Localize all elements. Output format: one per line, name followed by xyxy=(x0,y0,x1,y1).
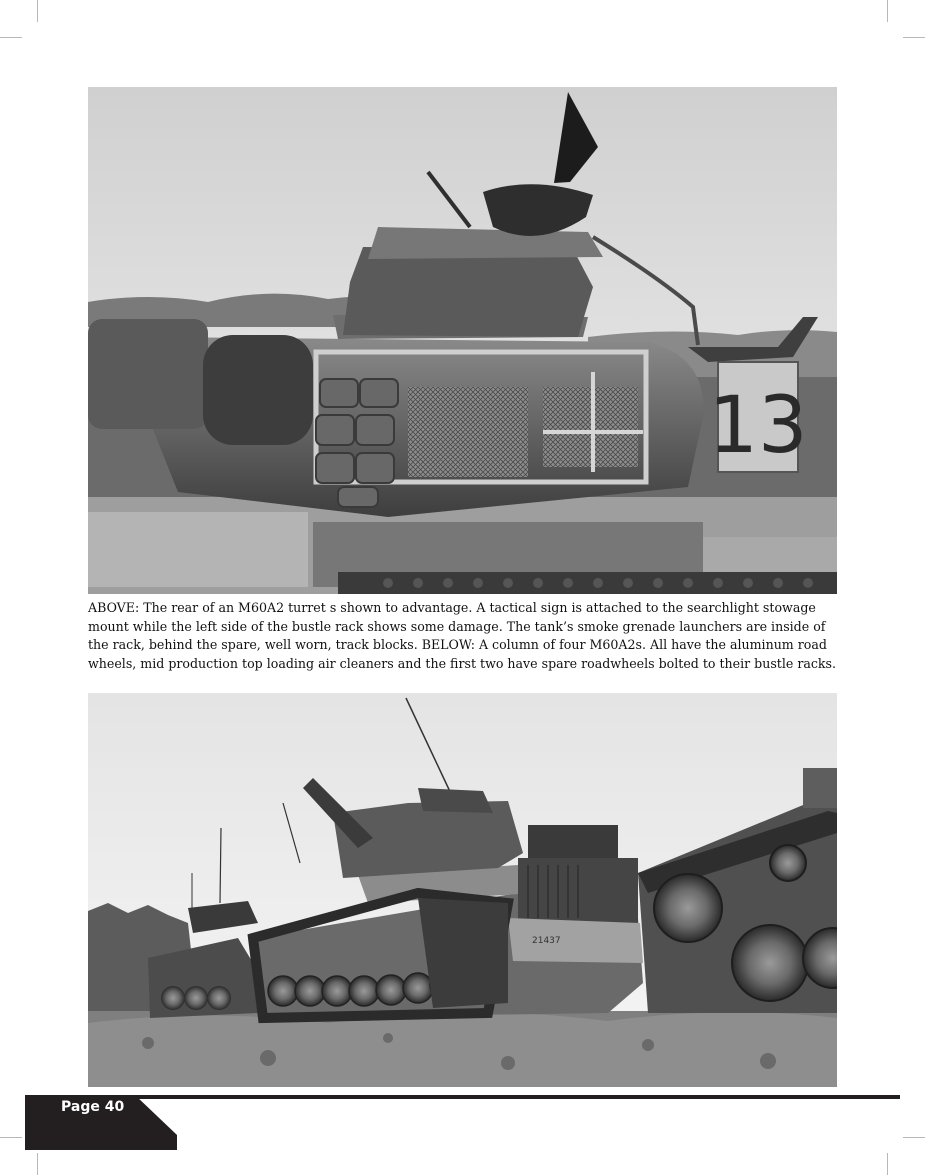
page-number: Page 40 xyxy=(61,1099,125,1115)
hull-marking: 21437 xyxy=(532,936,561,946)
crop-mark xyxy=(903,37,925,38)
photo-caption: ABOVE: The rear of an M60A2 turret s shown to advantage. A tactical sign is attached to the searchlight stowage mount while the left side of the bustle rack shows some damage. The tank’s smoke grenade launchers are inside of the rack, behind the spare, well worn, track blocks. BELOW: A column of four M60A2s. All have the aluminum road wheels, mid production top loading air cleaners and the first two have spare roadwheels bolted to their bustle racks. xyxy=(88,600,837,671)
crop-mark xyxy=(887,1153,888,1175)
crop-mark xyxy=(0,1137,22,1138)
crop-mark xyxy=(37,1153,38,1175)
crop-mark xyxy=(903,1137,925,1138)
photo-tank-column xyxy=(88,693,837,1087)
crop-mark xyxy=(37,0,38,22)
tactical-sign-number: 13 xyxy=(708,381,808,471)
crop-mark xyxy=(0,37,22,38)
crop-mark xyxy=(887,0,888,22)
photo-turret-rear xyxy=(88,87,837,594)
